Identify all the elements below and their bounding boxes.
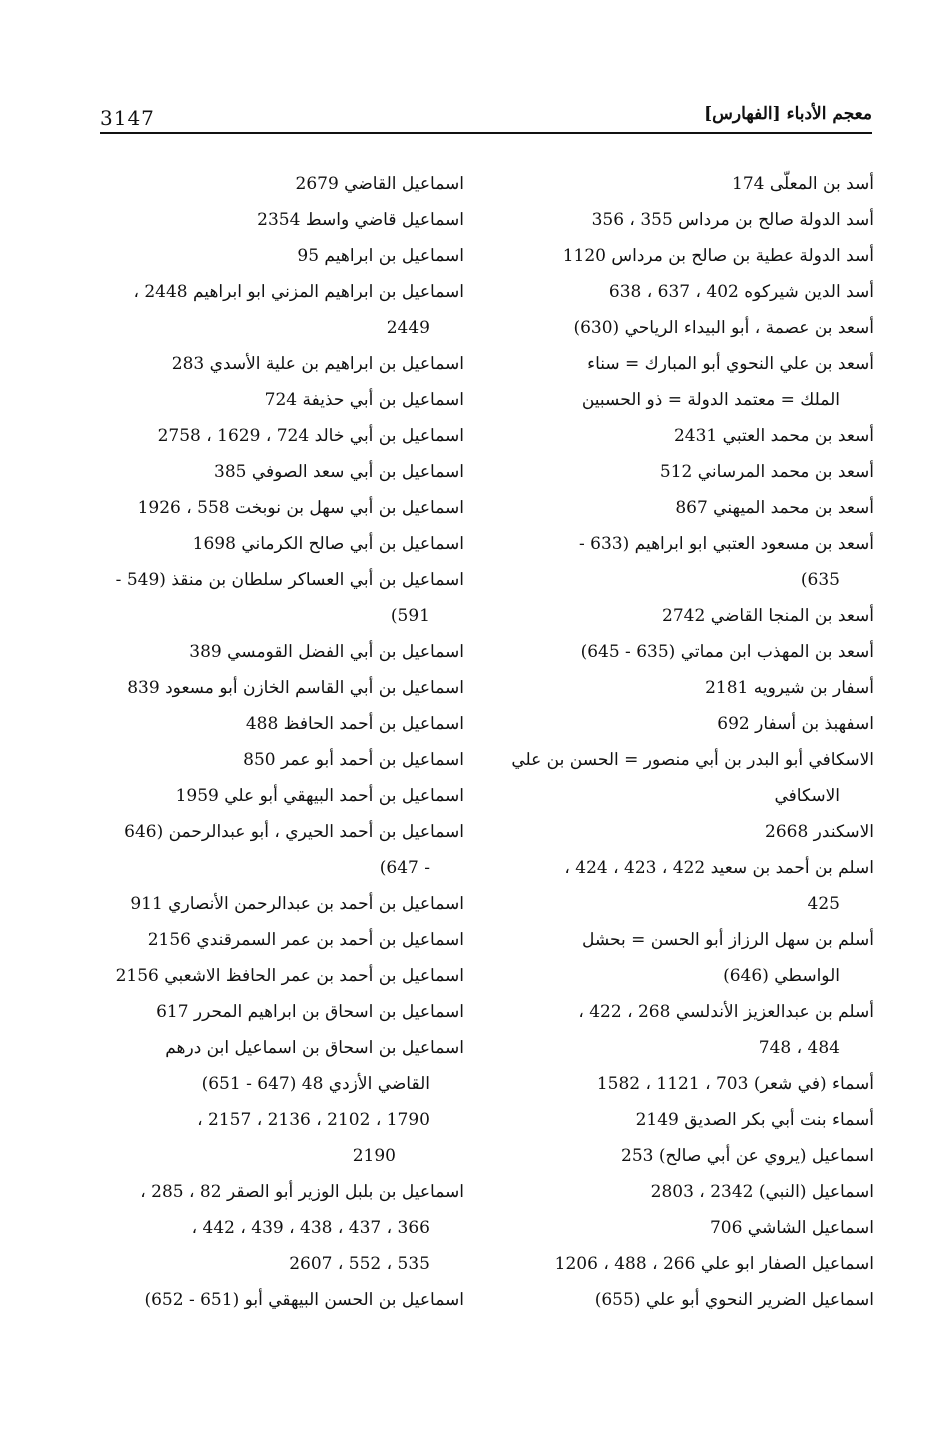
- index-entry-text: اسماعيل الضرير النحوي أبو علي (655): [594, 1290, 874, 1310]
- index-entry: [478, 274, 874, 310]
- index-entry-text: اسماعيل بن أبي الفضل القومسي 389: [189, 642, 464, 662]
- index-entry-text: أسعد بن عصمة ، أبو البيداء الرياحي (630): [573, 318, 874, 338]
- index-entry: [478, 742, 874, 814]
- index-entry: [92, 706, 464, 742]
- index-entry-continuation: الواسطي (646): [723, 966, 840, 986]
- index-entry: [92, 1102, 464, 1174]
- header-rule: [100, 132, 872, 134]
- index-column-left: [92, 166, 464, 1318]
- index-entry-text: أسلم بن سهل الرزاز أبو الحسن = بحشل: [582, 930, 874, 950]
- index-entry: [92, 634, 464, 670]
- index-entry: [92, 274, 464, 346]
- index-entry: [92, 886, 464, 922]
- index-entry-continuation: 2449: [386, 318, 430, 338]
- index-entry: [92, 922, 464, 958]
- index-entry: [92, 562, 464, 634]
- index-entry: [92, 670, 464, 706]
- index-entry-text: اسماعيل بن الحسن البيهقي أبو (651 - 652): [144, 1290, 464, 1310]
- index-entry: [478, 310, 874, 346]
- index-entry: [478, 490, 874, 526]
- index-entry-text: اسماعيل القاضي 2679: [295, 174, 464, 194]
- index-entry-text: اسماعيل قاضي واسط 2354: [257, 210, 464, 230]
- index-entry-text: أسعد بن المهذب ابن مماتي (635 - 645): [580, 642, 874, 662]
- index-entry-text: أسعد بن مسعود العتبي ابو ابراهيم (633 -: [579, 534, 874, 554]
- index-entry: [478, 346, 874, 418]
- index-entry-continuation: الملك = معتمد الدولة = ذو الحسبين: [581, 390, 840, 410]
- index-entry-text: اسماعيل بن أبي خالد 724 ، 1629 ، 2758: [157, 426, 464, 446]
- index-entry: [92, 454, 464, 490]
- index-entry: [92, 526, 464, 562]
- index-entry-text: الاسكندر 2668: [765, 822, 874, 842]
- index-entry-text: اسماعيل بن أحمد الحافظ 488: [245, 714, 464, 734]
- index-entry: [92, 814, 464, 886]
- index-entry: [92, 1246, 464, 1282]
- index-entry-text: اسماعيل بن أبي صالح الكرماني 1698: [192, 534, 464, 554]
- index-entry-text: اسماعيل بن أبي العساكر سلطان بن منقذ (549 -: [115, 570, 464, 590]
- index-entry-text: أسد الدولة عطية بن صالح بن مرداس 1120: [562, 246, 874, 266]
- index-entry-continuation: 635): [800, 570, 840, 590]
- index-entry: [478, 706, 874, 742]
- index-entry: [92, 1030, 464, 1102]
- index-entry: [92, 742, 464, 778]
- index-entry: [478, 418, 874, 454]
- index-entry: [478, 634, 874, 670]
- index-entry: [92, 1174, 464, 1246]
- index-entry-text: اسماعيل الصفار ابو علي 266 ، 488 ، 1206: [554, 1254, 874, 1274]
- index-entry-text: اسماعيل بن أحمد البيهقي أبو علي 1959: [175, 786, 464, 806]
- index-entry-text: اسماعيل بن أحمد أبو عمر 850: [243, 750, 464, 770]
- index-entry: [478, 1066, 874, 1102]
- index-entry-text: اسماعيل بن بلبل الوزير أبو الصقر 82 ، 285 ،: [140, 1182, 464, 1202]
- index-entry: [478, 1138, 874, 1174]
- index-entry-text: اسماعيل بن أبي سعد الصوفي 385: [214, 462, 464, 482]
- index-entry: [478, 994, 874, 1066]
- index-entry-text: أسعد بن محمد المرساني 512: [659, 462, 874, 482]
- index-entry-text: اسماعيل (يروي عن أبي صالح) 253: [621, 1146, 874, 1166]
- index-entry: [478, 202, 874, 238]
- index-entry: [92, 1282, 464, 1318]
- index-entry-text: أسد بن المعلّى 174: [732, 174, 874, 194]
- index-entry-text: أسماء بنت أبي بكر الصديق 2149: [635, 1110, 874, 1130]
- index-entry-text: اسماعيل الشاشي 706: [709, 1218, 874, 1238]
- index-entry: [478, 454, 874, 490]
- index-entry-text: أسماء (في شعر) 703 ، 1121 ، 1582: [596, 1074, 874, 1094]
- index-entry-text: اسماعيل بن أبي سهل بن نوبخت 558 ، 1926: [137, 498, 464, 518]
- index-entry: [478, 1174, 874, 1210]
- index-entry: [92, 418, 464, 454]
- running-title: معجم الأدباء [الفهارس]: [704, 104, 872, 124]
- index-entry-text: اسماعيل بن ابراهيم المزني ابو ابراهيم 2448 ،: [133, 282, 464, 302]
- index-entry: [478, 814, 874, 850]
- index-entry: [92, 490, 464, 526]
- index-entry: [92, 958, 464, 994]
- index-entry: [92, 778, 464, 814]
- index-entry-text: اسماعيل بن اسحاق بن اسماعيل ابن درهم: [165, 1038, 464, 1058]
- index-entry-text: اسماعيل بن أحمد بن عمر الحافظ الاشعبي 2156: [115, 966, 464, 986]
- index-entry: [92, 382, 464, 418]
- index-entry: [478, 1210, 874, 1246]
- index-entry: [478, 526, 874, 598]
- index-entry-text: أسفار بن شيرويه 2181: [705, 678, 874, 698]
- index-entry: [478, 670, 874, 706]
- index-entry: [478, 922, 874, 994]
- index-entry-text: الاسكافي أبو البدر بن أبي منصور = الحسن بن علي: [511, 750, 874, 770]
- index-entry-text: اسماعيل بن ابراهيم بن علية الأسدي 283: [171, 354, 464, 374]
- index-entry-text: اسماعيل بن أحمد الحيري ، أبو عبدالرحمن (646: [124, 822, 464, 842]
- index-entry: [478, 598, 874, 634]
- index-entry-text: أسعد بن علي النحوي أبو المبارك = سناء: [587, 354, 874, 374]
- index-entry: [92, 202, 464, 238]
- index-entry-text: اسماعيل بن أبي حذيفة 724: [264, 390, 464, 410]
- index-entry-text: اسماعيل (النبي) 2342 ، 2803: [650, 1182, 874, 1202]
- index-entry: [92, 994, 464, 1030]
- index-entry-continuation: 425: [807, 894, 840, 914]
- index-column-right: [478, 166, 874, 1318]
- index-entry-text: اسماعيل بن أبي القاسم الخازن أبو مسعود 839: [127, 678, 464, 698]
- index-entry-text: اسماعيل بن أحمد بن عمر السمرقندي 2156: [147, 930, 464, 950]
- index-entry-text: اسماعيل بن ابراهيم 95: [297, 246, 464, 266]
- index-entry-text: اسماعيل بن أحمد بن عبدالرحمن الأنصاري 911: [130, 894, 464, 914]
- index-entry-continuation: القاضي الأزدي 48 (647 - 651): [201, 1074, 430, 1094]
- index-entry-text: اسلم بن أحمد بن سعيد 422 ، 423 ، 424 ،: [564, 858, 874, 878]
- index-entry-continuation: 591): [390, 606, 430, 626]
- index-entry-text: أسد الدولة صالح بن مرداس 355 ، 356: [591, 210, 874, 230]
- index-entry-text: اسماعيل بن اسحاق بن ابراهيم المحرر 617: [156, 1002, 464, 1022]
- index-entry: [478, 1246, 874, 1282]
- page-number: 3147: [100, 106, 155, 130]
- index-entry-continuation: 2190: [352, 1146, 396, 1166]
- index-entry-text: أسعد بن محمد العتبي 2431: [673, 426, 874, 446]
- index-entry-text: اسفهبذ بن أسفار 692: [717, 714, 874, 734]
- index-entry-text: أسعد بن محمد الميهني 867: [675, 498, 874, 518]
- index-entry-text: أسعد بن المنجا القاضي 2742: [662, 606, 874, 626]
- index-entry: [92, 166, 464, 202]
- index-entry-continuation: - 647): [379, 858, 430, 878]
- index-entry: [92, 346, 464, 382]
- index-entry: [478, 1102, 874, 1138]
- index-entry: [478, 166, 874, 202]
- index-entry-continuation: الاسكافي: [774, 786, 840, 806]
- index-entry-text: أسلم بن عبدالعزيز الأندلسي 268 ، 422 ،: [578, 1002, 874, 1022]
- index-entry-continuation: 366 ، 437 ، 438 ، 439 ، 442 ،: [191, 1218, 430, 1238]
- page-header: [100, 104, 872, 134]
- index-entry-continuation: 484 ، 748: [758, 1038, 840, 1058]
- index-entry-text: 535 ، 552 ، 2607: [289, 1254, 430, 1274]
- index-entry-text: أسد الدين شيركوه 402 ، 637 ، 638: [608, 282, 874, 302]
- index-entry: [92, 238, 464, 274]
- index-entry: [478, 1282, 874, 1318]
- index-entry: [478, 238, 874, 274]
- index-entry-text: 1790 ، 2102 ، 2136 ، 2157 ،: [197, 1110, 430, 1130]
- index-entry: [478, 850, 874, 922]
